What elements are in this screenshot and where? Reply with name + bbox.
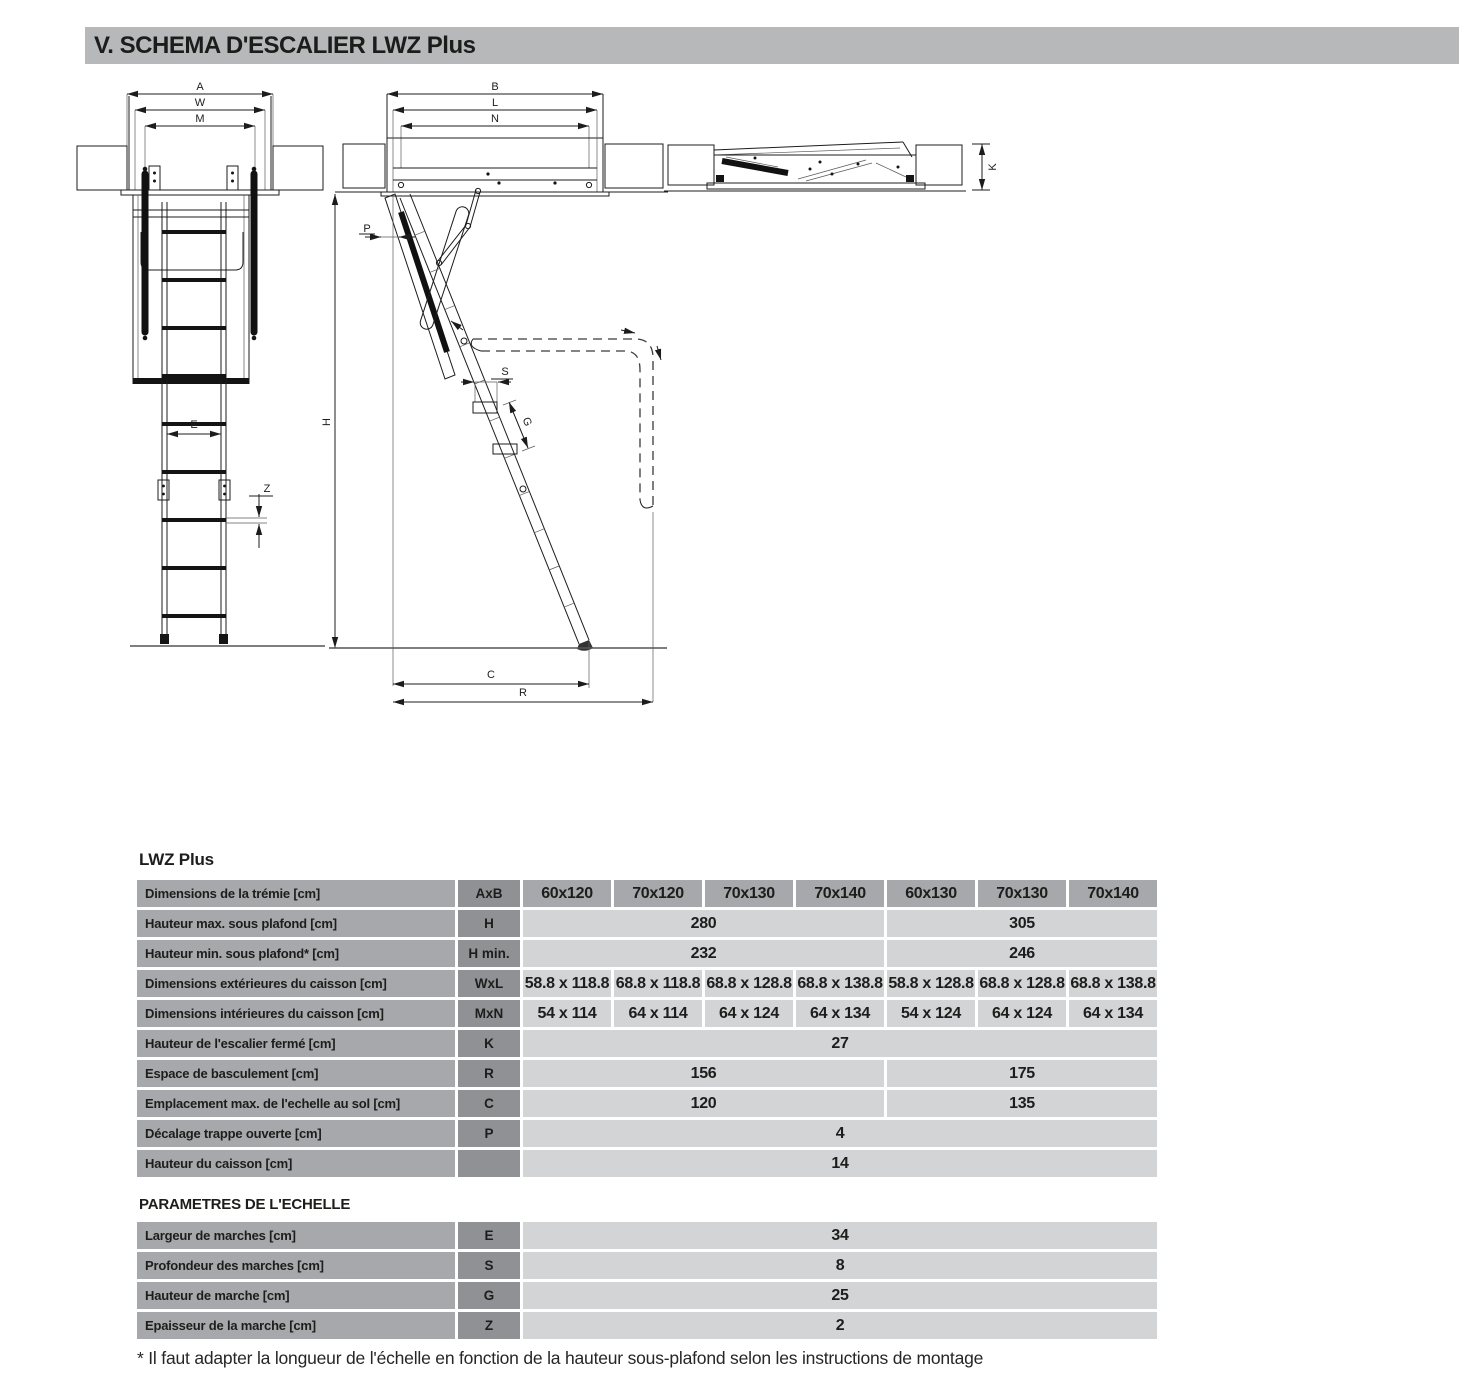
- side-ceiling-box: [335, 94, 668, 196]
- cell-value: 305: [887, 910, 1157, 937]
- cell-value: 58.8 x 118.8: [523, 970, 611, 997]
- row-label: Dimensions intérieures du caisson [cm]: [137, 1000, 455, 1027]
- cell-value: 8: [523, 1252, 1157, 1279]
- cell-value: 58.8 x 128.8: [887, 970, 975, 997]
- cell-value: 68.8 x 128.8: [705, 970, 793, 997]
- row-label: Hauteur min. sous plafond* [cm]: [137, 940, 455, 967]
- page-title: V. SCHEMA D'ESCALIER LWZ Plus: [94, 31, 476, 59]
- row-code: [458, 1150, 520, 1177]
- dim-label-S: S: [501, 366, 509, 378]
- table-row: [137, 1282, 1157, 1309]
- dim-label-M: M: [195, 113, 205, 125]
- table-row: [137, 1000, 1157, 1027]
- cell-value: 34: [523, 1222, 1157, 1249]
- col-header: 70x120: [614, 880, 702, 907]
- cell-value: 54 x 124: [887, 1000, 975, 1027]
- row-label: Dimensions de la trémie [cm]: [137, 880, 455, 907]
- cell-value: 156: [523, 1060, 884, 1087]
- side-dim-S: [461, 366, 513, 413]
- row-label: Dimensions extérieures du caisson [cm]: [137, 970, 455, 997]
- table-row: [137, 940, 1157, 967]
- dim-label-P: P: [363, 223, 371, 235]
- table-row: [137, 1120, 1157, 1147]
- row-code: H: [458, 910, 520, 937]
- col-header: 70x140: [796, 880, 884, 907]
- table-row: [137, 1060, 1157, 1087]
- row-label: Décalage trappe ouverte [cm]: [137, 1120, 455, 1147]
- row-code: Z: [458, 1312, 520, 1339]
- closed-ceiling: [664, 145, 966, 191]
- row-code: K: [458, 1030, 520, 1057]
- cell-value: 64 x 124: [978, 1000, 1066, 1027]
- front-dim-Z: [226, 483, 273, 548]
- row-code: S: [458, 1252, 520, 1279]
- cell-value: 68.8 x 138.8: [796, 970, 884, 997]
- row-label: Emplacement max. de l'echelle au sol [cm]: [137, 1090, 455, 1117]
- col-header: 60x130: [887, 880, 975, 907]
- cell-value: 54 x 114: [523, 1000, 611, 1027]
- front-ceiling: [77, 96, 323, 195]
- cell-value: 68.8 x 138.8: [1069, 970, 1157, 997]
- cell-value: 64 x 134: [796, 1000, 884, 1027]
- footnote: * Il faut adapter la longueur de l'échelle en fonction de la hauteur sous-plafond selon les instructions de montage: [137, 1348, 984, 1368]
- ladder-front-view-diagram: [75, 82, 327, 672]
- section2-title: PARAMETRES DE L'ECHELLE: [139, 1196, 351, 1213]
- side-ladder: [400, 194, 593, 651]
- row-code: C: [458, 1090, 520, 1117]
- cell-value: 120: [523, 1090, 884, 1117]
- cell-value: 246: [887, 940, 1157, 967]
- row-label: Largeur de marches [cm]: [137, 1222, 455, 1249]
- table-row: [137, 1252, 1157, 1279]
- table-header-row: [137, 880, 1157, 907]
- side-trapdoor-open: [385, 194, 470, 379]
- dim-label-C: C: [487, 669, 495, 681]
- dim-label-B: B: [491, 81, 499, 93]
- dim-label-L: L: [491, 97, 499, 109]
- cell-value: 14: [523, 1150, 1157, 1177]
- side-dim-R: [393, 687, 653, 702]
- col-header: 70x130: [978, 880, 1066, 907]
- row-code: G: [458, 1282, 520, 1309]
- table-row: [137, 1030, 1157, 1057]
- row-code: WxL: [458, 970, 520, 997]
- row-code: R: [458, 1060, 520, 1087]
- row-label: Hauteur de l'escalier fermé [cm]: [137, 1030, 455, 1057]
- row-label: Hauteur du caisson [cm]: [137, 1150, 455, 1177]
- cell-value: 4: [523, 1120, 1157, 1147]
- front-dim-E: [167, 419, 221, 434]
- row-label: Epaisseur de la marche [cm]: [137, 1312, 455, 1339]
- cell-value: 64 x 114: [614, 1000, 702, 1027]
- dim-label-K: K: [987, 163, 999, 171]
- front-trapdoor-box: [133, 166, 249, 384]
- cell-value: 280: [523, 910, 884, 937]
- side-fold-arm: [436, 188, 480, 265]
- cell-value: 175: [887, 1060, 1157, 1087]
- dim-label-E: E: [190, 419, 198, 431]
- cell-value: 2: [523, 1312, 1157, 1339]
- front-springs: [143, 167, 257, 341]
- dim-label-N: N: [491, 113, 499, 125]
- row-label: Hauteur de marche [cm]: [137, 1282, 455, 1309]
- col-header: 70x140: [1069, 880, 1157, 907]
- dim-label-A: A: [196, 81, 204, 93]
- table-row: [137, 1312, 1157, 1339]
- row-label: Espace de basculement [cm]: [137, 1060, 455, 1087]
- side-dim-P: [359, 194, 415, 686]
- row-label: Profondeur des marches [cm]: [137, 1252, 455, 1279]
- hatch-closed-view-diagram: [660, 133, 1010, 213]
- cell-value: 232: [523, 940, 884, 967]
- row-code: MxN: [458, 1000, 520, 1027]
- dim-label-G: G: [519, 415, 534, 429]
- closed-dim-K: [972, 144, 999, 190]
- side-dimension-lines-top: [387, 81, 603, 168]
- cell-value: 64 x 134: [1069, 1000, 1157, 1027]
- side-dim-H: [321, 194, 335, 648]
- table-title: LWZ Plus: [139, 850, 214, 869]
- cell-value: 68.8 x 128.8: [978, 970, 1066, 997]
- row-code: P: [458, 1120, 520, 1147]
- closed-box: [707, 142, 925, 189]
- table-row: [137, 1222, 1157, 1249]
- ladder-side-view-diagram: [323, 82, 693, 716]
- dim-label-Z: Z: [263, 483, 271, 495]
- side-dim-C: [393, 642, 589, 688]
- row-code: H min.: [458, 940, 520, 967]
- col-header: 60x120: [523, 880, 611, 907]
- cell-value: 27: [523, 1030, 1157, 1057]
- row-code: E: [458, 1222, 520, 1249]
- cell-value: 25: [523, 1282, 1157, 1309]
- table-row: [137, 970, 1157, 997]
- cell-value: 68.8 x 118.8: [614, 970, 702, 997]
- cell-value: 135: [887, 1090, 1157, 1117]
- dim-label-H: H: [321, 418, 333, 426]
- row-code: AxB: [458, 880, 520, 907]
- cell-value: 64 x 124: [705, 1000, 793, 1027]
- table-row: [137, 1090, 1157, 1117]
- section-title-bar: [85, 27, 1459, 64]
- dim-label-W: W: [194, 97, 206, 109]
- side-door-swing-path: [451, 321, 661, 702]
- row-label: Hauteur max. sous plafond [cm]: [137, 910, 455, 937]
- table-row: [137, 1150, 1157, 1177]
- spec-table: [137, 850, 1157, 1342]
- col-header: 70x130: [705, 880, 793, 907]
- table-row: [137, 910, 1157, 937]
- dim-label-R: R: [519, 687, 527, 699]
